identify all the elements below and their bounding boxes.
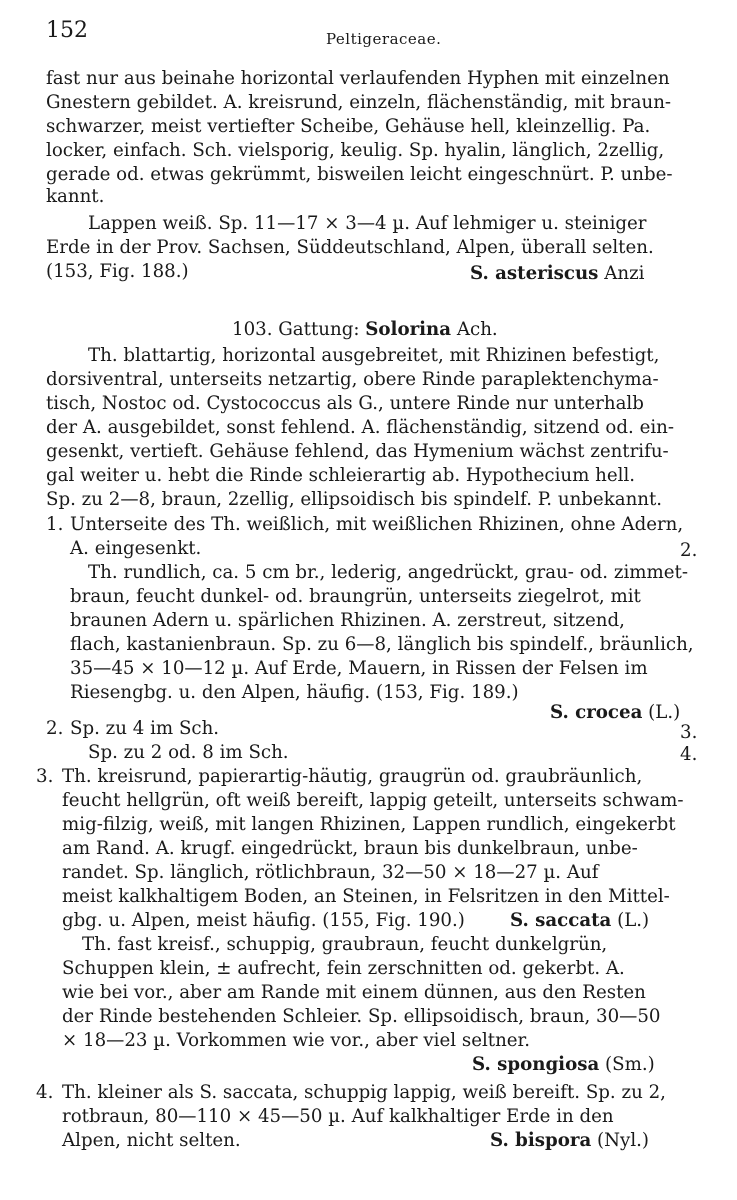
key-number: 1. [46,514,64,535]
text-line: kannt. [46,186,105,207]
text-line: Erde in der Prov. Sachsen, Süddeutschland, Alpen, überall selten. [46,237,654,258]
text-line: locker, einfach. Sch. vielsporig, keulig. Sp. hyalin, länglich, 2zellig, [46,140,665,161]
text-line: mig-filzig, weiß, mit langen Rhizinen, Lappen rundlich, eingekerbt [62,814,676,835]
text-line: flach, kastanienbraun. Sp. zu 6—8, länglich bis spindelf., bräunlich, [70,634,694,655]
species-name-line [470,263,644,285]
text-line: gesenkt, vertieft. Gehäuse fehlend, das Hymenium wächst zentrifu- [46,441,669,462]
text-line: Th. blattartig, horizontal ausgebreitet, mit Rhizinen befestigt, [88,345,660,366]
text-line: A. eingesenkt. [70,538,202,559]
text-line: Riesengbg. u. den Alpen, häufig. (153, Fig. 189.) [70,682,519,703]
text-line: rotbraun, 80—110 × 45—50 µ. Auf kalkhaltiger Erde in den [62,1106,614,1127]
genus-name: Solorina [365,319,452,340]
text-line: (153, Fig. 188.) [46,261,189,282]
key-number: 4. [36,1082,54,1103]
species-author: (Nyl.) [597,1130,650,1151]
species-name-line [550,702,680,724]
key-reference: 4. [680,744,698,765]
text-line: Schuppen klein, ± aufrecht, fein zerschnitten od. gekerbt. A. [62,958,625,979]
page-number: 152 [46,18,88,43]
species-name: S. saccata [510,910,612,931]
text-line: Unterseite des Th. weißlich, mit weißlichen Rhizinen, ohne Adern, [70,514,684,535]
text-line: Gnestern gebildet. A. kreisrund, einzeln, flächenständig, mit braun- [46,92,672,113]
text-line: Sp. zu 4 im Sch. [70,718,220,739]
text-line: am Rand. A. krugf. eingedrückt, braun bis dunkelbraun, unbe- [62,838,638,859]
text-line: Sp. zu 2—8, braun, 2zellig, ellipsoidisch bis spindelf. P. unbekannt. [46,489,663,510]
text-line: der A. ausgebildet, sonst fehlend. A. flächenständig, sitzend od. ein- [46,417,675,438]
page-header [46,18,696,54]
genus-number: 103. Gattung: [232,319,360,340]
key-reference: 3. [680,722,698,743]
species-author: (Sm.) [605,1054,655,1075]
text-line: fast nur aus beinahe horizontal verlaufenden Hyphen mit einzelnen [46,68,670,89]
species-name: S. bispora [490,1130,592,1151]
species-name: S. spongiosa [472,1054,600,1075]
text-line: gerade od. etwas gekrümmt, bisweilen leicht eingeschnürt. P. unbe- [46,164,673,185]
text-line: randet. Sp. länglich, rötlichbraun, 32—50 × 18—27 µ. Auf [62,862,599,883]
text-line: Th. kreisrund, papierartig-häutig, graugrün od. graubräunlich, [62,766,643,787]
text-line: Th. kleiner als S. saccata, schuppig lappig, weiß bereift. Sp. zu 2, [62,1082,666,1103]
text-line: braunen Adern u. spärlichen Rhizinen. A. zerstreut, sitzend, [70,610,625,631]
text-line: meist kalkhaltigem Boden, an Steinen, in Felsritzen in den Mittel- [62,886,670,907]
species-name: S. asteriscus [470,263,599,284]
species-name-line [472,1054,655,1076]
text-line: der Rinde bestehenden Schleier. Sp. ellipsoidisch, braun, 30—50 [62,1006,661,1027]
text-line: 35—45 × 10—12 µ. Auf Erde, Mauern, in Rissen der Felsen im [70,658,648,679]
text-line: Sp. zu 2 od. 8 im Sch. [88,742,289,763]
text-line: Lappen weiß. Sp. 11—17 × 3—4 µ. Auf lehmiger u. steiniger [88,213,647,234]
text-line: × 18—23 µ. Vorkommen wie vor., aber viel seltner. [62,1030,531,1051]
species-author: (L.) [648,702,681,723]
key-reference: 2. [680,540,698,561]
genus-author: Ach. [456,319,498,340]
key-number: 3. [36,766,54,787]
text-line: gbg. u. Alpen, meist häufig. (155, Fig. 190.) [62,910,465,931]
text-line: wie bei vor., aber am Rande mit einem dünnen, aus den Resten [62,982,646,1003]
species-name-line [510,910,649,932]
species-name-line [490,1130,649,1152]
text-line: feucht hellgrün, oft weiß bereift, lappig geteilt, unterseits schwam- [62,790,684,811]
species-author: Anzi [604,263,645,284]
text-line: schwarzer, meist vertiefter Scheibe, Gehäuse hell, kleinzellig. Pa. [46,116,651,137]
text-line: Th. fast kreisf., schuppig, graubraun, feucht dunkelgrün, [82,934,608,955]
text-line: gal weiter u. hebt die Rinde schleierartig ab. Hypothecium hell. [46,465,636,486]
text-line: Alpen, nicht selten. [62,1130,241,1151]
text-line: braun, feucht dunkel- od. braungrün, unterseits ziegelrot, mit [70,586,641,607]
running-head: Peltigeraceae. [326,30,442,48]
text-line: tisch, Nostoc od. Cystococcus als G., untere Rinde nur unterhalb [46,393,644,414]
text-line: dorsiventral, unterseits netzartig, obere Rinde paraplektenchyma- [46,369,659,390]
key-number: 2. [46,718,64,739]
species-author: (L.) [617,910,650,931]
genus-heading [232,319,498,341]
text-line: Th. rundlich, ca. 5 cm br., lederig, angedrückt, grau- od. zimmet- [88,562,688,583]
species-name: S. crocea [550,702,643,723]
